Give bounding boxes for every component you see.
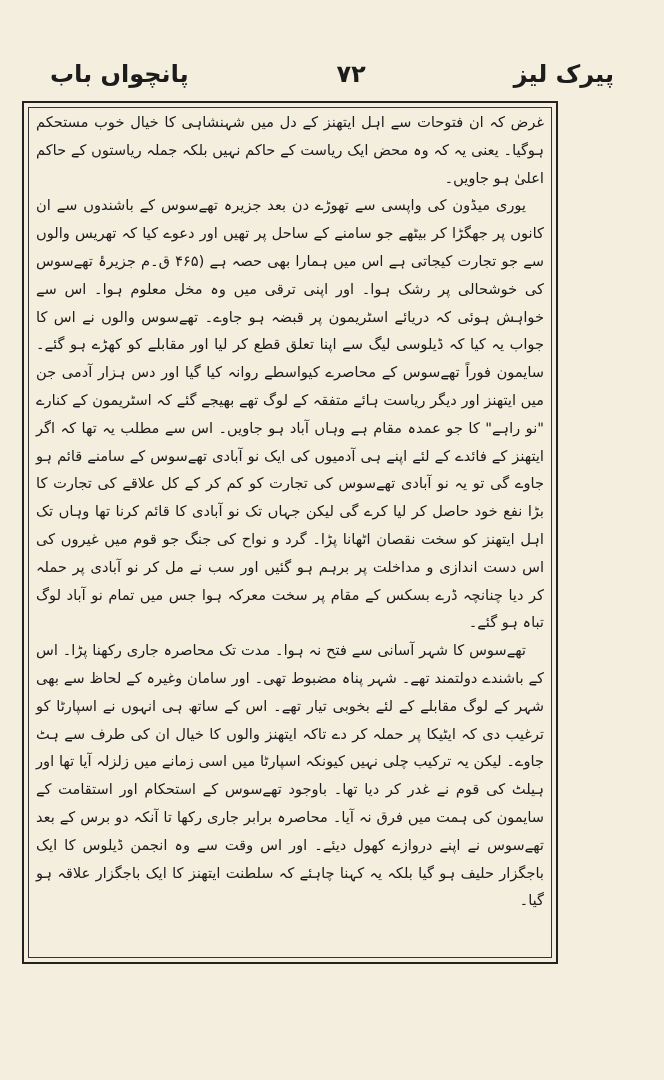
paragraph-3: تھےسوس کا شہر آسانی سے فتح نہ ہوا۔ مدت تک محاصرہ جاری رکھنا پڑا۔ اس کے باشندے دولتمند تھے۔ شہر پناہ مضبوط تھی۔ اور سامان وغیرہ کے لحاظ سے بھی شہر کے لوگ مقابلے کے لئے بخوبی تیار تھے۔ اس کے ساتھ ہی انہوں نے اسپارٹا کو ترغیب دی کہ ایٹیکا پر حملہ کر دے تاکہ ایتھنز والوں کا خیال ان کی طرف سے ہٹ جاوے۔ لیکن یہ ترکیب چلی نہیں کیونکہ اسپارٹا میں اسی زمانے میں زلزلہ آیا تھا اور ہیلٹ کی قوم نے غدر کر دیا تھا۔ باوجود تھےسوس کے استحکام اور استقامت کے سایمون کی ہمت میں فرق نہ آیا۔ محاصرہ برابر جاری رکھا تا آنکہ دو برس کے بعد تھےسوس نے اپنے دروازے کھول دیئے۔ اور اس وقت سے وہ انجمن ڈیلوس کا ایک باجگزار حلیف ہو گیا بلکہ یہ کہنا چاہئے کہ سلطنت ایتھنز کا ایک باجگزار علاقہ ہو گیا۔ [36,642,544,910]
page-header [50,52,614,96]
text-frame [22,101,558,964]
body-text [36,109,544,915]
page-number: ۷۲ [336,60,366,88]
chapter-title: پانچواں باب [50,60,189,88]
paragraph-1: غرض کہ ان فتوحات سے اہل ایتھنز کے دل میں شہنشاہی کا خیال خوب مستحکم ہوگیا۔ یعنی یہ کہ وہ محض ایک ریاست کے حاکم نہیں بلکہ جملہ ریاستوں کے حاکم اعلیٰ ہو جاویں۔ [36,114,544,187]
paragraph-2: یوری میڈون کی واپسی سے تھوڑے دن بعد جزیرہ تھےسوس کے باشندوں سے ان کانوں پر جھگڑا کر بیٹھے جو سامنے کے ساحل پر تھیں اور دعوے کیا کہ تھریس والوں سے جو تجارت کیجاتی ہے اس میں ہمارا بھی حصہ ہے (۴۶۵ ق۔م جزیرۂ تھےسوس کی خوشحالی پر رشک ہوا۔ اور اپنی ترقی میں وہ مخل معلوم ہوا۔ اس سے خواہش ہوئی کہ دریائے اسٹریمون پر قبضہ ہو جاوے۔ تھےسوس والوں نے اس کا جواب یہ کیا کہ ڈیلوسی لیگ سے اپنا تعلق قطع کر لیا اور مقابلے کو کھڑے ہو گئے۔ سایمون فوراً تھےسوس کے محاصرے کیواسطے روانہ کیا گیا اور دس ہزار آدمی جن میں ایتھنز اور دیگر ریاست ہائے متفقہ کے لوگ تھے بھیجے گئے کہ اسٹریمون کے کنارے "نو راہے" کا جو عمدہ مقام ہے وہاں آباد ہو جاویں۔ اس سے مطلب یہ تھا کہ اگر ایتھنز کے فائدے کے لئے اپنے ہی آدمیوں کی ایک نو آبادی تھےسوس کے سامنے قائم ہو جاوے گی تو یہ نو آبادی تھےسوس کی تجارت کو کم کر کے کل علاقے کی تجارت کا بڑا نفع خود حاصل کر لیا کرے گی لیکن جہاں تک نو آبادی کا قائم کرنا تھا وہاں تک اہل ایتھنز کو سخت نقصان اٹھانا پڑا۔ گرد و نواح کی جنگ جو قوم میں غیروں کی اس دست اندازی و مداخلت پر برہم ہو گئیں اور سب نے مل کر نو آبادی پر حملہ کر دیا چنانچہ ڈرے بسکس کے مقام پر سخت معرکہ ہوا جس میں تمام نو آباد لوگ تباہ ہو گئے۔ [36,197,544,632]
book-title: پیرک لیز [513,60,614,88]
